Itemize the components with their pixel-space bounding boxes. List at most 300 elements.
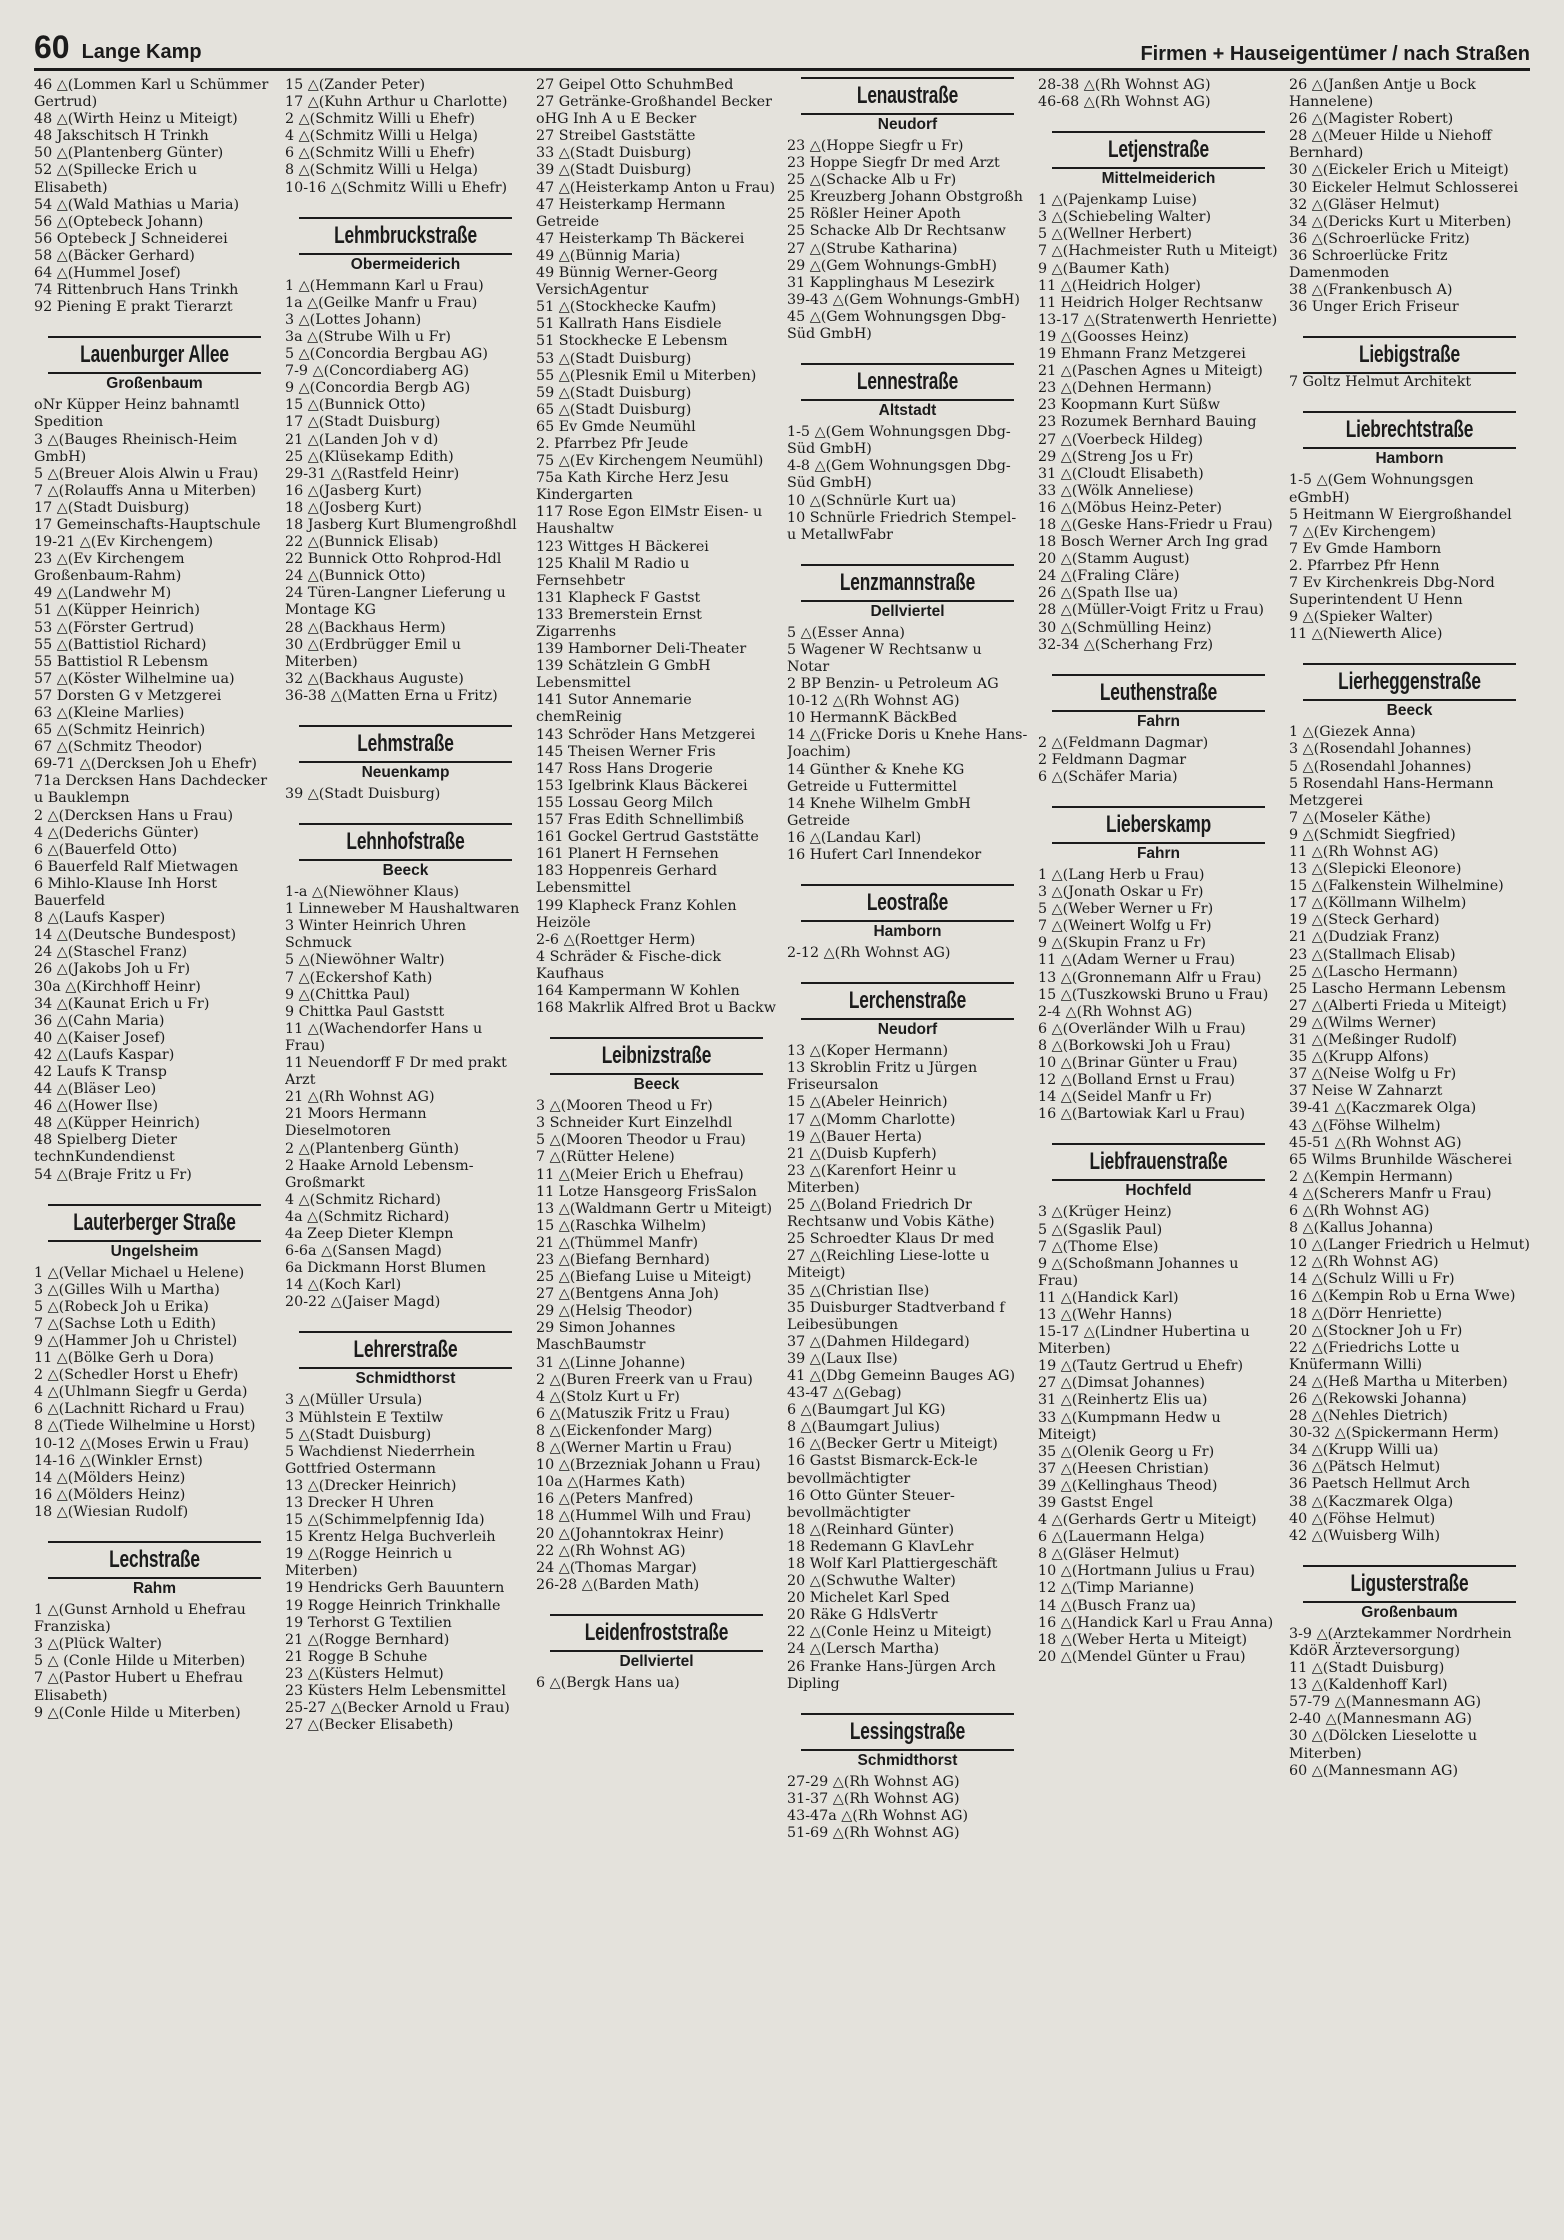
address-entry: 11 △(Niewerth Alice) [1289, 626, 1443, 643]
address-entry: 19 Hendricks Gerh Bauuntern [285, 1580, 505, 1597]
address-entry: 56 △(Optebeck Johann) [34, 213, 204, 230]
address-entry: 6 △(Lauermann Helga) [1038, 1529, 1205, 1546]
address-entry: 24 Türen-Langner Lieferung u Montage KG [285, 585, 506, 619]
address-entry: 24 △(Fraling Cläre) [1038, 568, 1180, 585]
address-entry: 13 △(Kaldenhoff Karl) [1289, 1677, 1448, 1694]
district-name: Ungelsheim [110, 1242, 199, 1260]
district-name: Hamborn [873, 923, 942, 941]
address-entry: 9 △(Skupin Franz u Fr) [1038, 935, 1207, 952]
address-entry: 39-41 △(Kaczmarek Olga) [1289, 1100, 1477, 1117]
address-entry: 3 △(Krüger Heinz) [1038, 1204, 1172, 1221]
address-entry: 17 △(Stadt Duisburg) [34, 499, 190, 516]
address-entry: 10a △(Harmes Kath) [536, 1474, 686, 1491]
address-entry: 26 △(Janßen Antje u Bock Hannelene) [1289, 77, 1476, 111]
address-entry: 2 △(Dercksen Hans u Frau) [34, 807, 234, 824]
address-entry: 7 Ev Gmde Hamborn [1289, 540, 1442, 557]
address-entry: 11 △(Heidrich Holger) [1038, 277, 1201, 294]
address-entry: 24 △(Heß Martha u Miterben) [1289, 1373, 1508, 1390]
address-entry: 47 △(Heisterkamp Anton u Frau) [536, 179, 776, 196]
street-block [285, 725, 526, 803]
address-entry: 6 △(Overländer Wilh u Frau) [1038, 1020, 1246, 1037]
street-block [1289, 411, 1530, 643]
address-entry: 30a △(Kirchhoff Heinr) [34, 978, 201, 995]
address-entry: 12 △(Bolland Ernst u Frau) [1038, 1072, 1235, 1089]
address-entry: 15 △(Schimmelpfennig Ida) [285, 1512, 485, 1529]
address-entry: 23 Koopmann Kurt Süßw [1038, 397, 1220, 414]
street-name: Lechstraße [109, 1546, 200, 1574]
address-entry: 4-8 △(Gem Wohnungsgen Dbg-Süd GmbH) [787, 458, 1011, 492]
street-name: Lierheggenstraße [1338, 668, 1481, 696]
address-entry: 19 △(Goosses Heinz) [1038, 328, 1189, 345]
address-entry: 26 △(Jakobs Joh u Fr) [34, 961, 191, 978]
address-entry: 11 Lotze Hansgeorg FrisSalon [536, 1183, 757, 1200]
address-entry: 12 △(Rh Wohnst AG) [1289, 1254, 1439, 1271]
address-entry: 32 △(Backhaus Auguste) [285, 670, 464, 687]
district-name: Fahrn [1136, 712, 1181, 730]
address-entry: 46-68 △(Rh Wohnst AG) [1038, 94, 1211, 111]
street-name: Lehmbruckstraße [334, 221, 477, 249]
header-left [34, 29, 202, 66]
address-entry: 21 △(Dudziak Franz) [1289, 929, 1440, 946]
address-entry: 29 Simon Johannes MaschBaumstr [536, 1320, 676, 1354]
street-name: Liebrechtstraße [1345, 416, 1474, 444]
address-entry: 161 Planert H Fernsehen [536, 846, 719, 863]
address-entry: 2-12 △(Rh Wohnst AG) [787, 945, 951, 962]
address-entry: 123 Wittges H Bäckerei [536, 538, 709, 555]
address-entry: 8 △(Borkowski Joh u Frau) [1038, 1037, 1231, 1054]
address-entry: 157 Fras Edith Schnellimbiß [536, 812, 744, 829]
address-entry: 2 BP Benzin- u Petroleum AG [787, 676, 999, 693]
address-entry: 7 △(Rütter Helene) [536, 1149, 675, 1166]
address-entry: 21 △(Rogge Bernhard) [285, 1631, 450, 1648]
address-entry: 34 △(Dericks Kurt u Miterben) [1289, 213, 1512, 230]
address-entry: 4 △(Stolz Kurt u Fr) [536, 1388, 680, 1405]
address-entry: 25 △(Lascho Hermann) [1289, 963, 1458, 980]
address-entry: 9 △(Spieker Walter) [1289, 609, 1433, 626]
address-entry: 18 △(Weber Herta u Miteigt) [1038, 1631, 1248, 1648]
address-entry: 15 △(Zander Peter) [285, 77, 426, 93]
address-entry: 15 Krentz Helga Buchverleih [285, 1529, 496, 1546]
address-entry: 23 △(Stallmach Elisab) [1289, 946, 1456, 963]
address-entry: 35 △(Krupp Alfons) [1289, 1049, 1429, 1066]
address-entry: 29 △(Wilms Werner) [1289, 1014, 1437, 1031]
street-block [787, 363, 1028, 544]
address-entry: 13 △(Slepicki Eleonore) [1289, 861, 1462, 878]
address-entry: 5 △(Sgaslik Paul) [1038, 1221, 1163, 1238]
address-entry: 29 △(Streng Jos u Fr) [1038, 448, 1194, 465]
address-entry: 40 △(Föhse Helmut) [1289, 1510, 1436, 1527]
address-entry: 17 △(Köllmann Wilhelm) [1289, 895, 1467, 912]
address-entry: 15 △(Falkenstein Wilhelmine) [1289, 878, 1504, 895]
address-entry: 19 Ehmann Franz Metzgerei [1038, 346, 1246, 363]
street-block [536, 77, 777, 1017]
address-entry: 1 △(Gunst Arnhold u Ehefrau Franziska) [34, 1602, 246, 1636]
address-entry: 17 △(Kuhn Arthur u Charlotte) [285, 94, 508, 111]
street-name: Lenaustraße [856, 82, 959, 109]
address-entry: 3 △(Mooren Theod u Fr) [536, 1098, 713, 1115]
address-entry: 11 △(Rh Wohnst AG) [1289, 844, 1439, 860]
address-entry: 8 △(Schmitz Willi u Helga) [285, 162, 478, 179]
street-name: Leibnizstraße [601, 1042, 712, 1070]
address-entry: 65 Wilms Brunhilde Wäscherei [1289, 1151, 1512, 1168]
address-entry: 131 Klapheck F Gastst [536, 589, 701, 606]
address-entry: 7 △(Weinert Wolfg u Fr) [1038, 918, 1212, 935]
address-entry: 52 △(Spillecke Erich u Elisabeth) [34, 162, 197, 196]
address-entry: 6-6a △(Sansen Magd) [285, 1243, 442, 1260]
address-entry: 54 △(Braje Fritz u Fr) [34, 1166, 192, 1183]
address-entry: 25 △(Boland Friedrich Dr Rechtsanw und Vobis Käthe) [787, 1197, 995, 1231]
address-entry: 11 △(Bölke Gerh u Dora) [34, 1350, 214, 1367]
address-entry: 2 Haake Arnold Lebensm-Großmarkt [285, 1157, 474, 1191]
address-entry: 9 △(Conle Hilde u Miterben) [34, 1704, 241, 1721]
address-entry: 92 Piening E prakt Tierarzt [34, 299, 233, 316]
district-name: Fahrn [1136, 845, 1181, 862]
address-entry: 9 △(Chittka Paul) [285, 986, 411, 1003]
address-entry: 2 △(Buren Freerk van u Frau) [536, 1371, 753, 1388]
address-entry: 8 △(Kallus Johanna) [1289, 1220, 1434, 1237]
address-entry: 71a Dercksen Hans Dachdecker u Bauklempn [34, 773, 268, 807]
address-entry: 3 △(Schiebeling Walter) [1038, 209, 1212, 226]
address-entry: 14-16 △(Winkler Ernst) [34, 1452, 203, 1469]
street-block [1038, 131, 1279, 654]
address-entry: 3 △(Lottes Johann) [285, 311, 422, 328]
address-entry: 35 △(Christian Ilse) [787, 1282, 930, 1299]
page-number: 60 [34, 29, 70, 65]
street-block [285, 1331, 526, 1734]
address-entry: 34 △(Kaunat Erich u Fr) [34, 995, 210, 1012]
district-name: Altstadt [878, 402, 937, 420]
address-entry: 4a △(Schmitz Richard) [285, 1208, 450, 1225]
address-entry: 21 Rogge B Schuhe [285, 1648, 428, 1665]
address-entry: 139 Hamborner Deli-Theater [536, 641, 747, 658]
column-1 [34, 77, 275, 2227]
address-entry: 16 △(Jasberg Kurt) [285, 482, 422, 499]
district-name: Beeck [1386, 702, 1433, 720]
address-entry: 164 Kampermann W Kohlen [536, 982, 740, 999]
page-header [34, 30, 1530, 71]
address-entry: 57-79 △(Mannesmann AG) [1289, 1694, 1482, 1711]
address-entry: 16 △(Peters Manfred) [536, 1491, 694, 1508]
address-entry: 39 Gastst Engel [1038, 1495, 1154, 1511]
address-entry: 25 Lascho Hermann Lebensm [1289, 980, 1506, 997]
address-entry: 16 △(Möbus Heinz-Peter) [1038, 499, 1222, 516]
address-entry: 22 △(Friedrichs Lotte u Knüfermann Willi) [1289, 1339, 1460, 1373]
address-entry: 14 △(Fricke Doris u Knehe Hans-Joachim) [787, 727, 1028, 761]
address-entry: 8 △(Baumgart Julius) [787, 1419, 941, 1436]
address-entry: 27 △(Becker Elisabeth) [285, 1717, 454, 1734]
address-entry: 1-5 △(Gem Wohnungsgen Dbg-Süd GmbH) [787, 424, 1011, 458]
address-entry: 23 △(Ev Kirchengem Großenbaum-Rahm) [34, 551, 185, 585]
street-block [1289, 336, 1530, 391]
column-3 [536, 77, 777, 2227]
address-entry: 48 △(Küpper Heinrich) [34, 1115, 200, 1132]
address-entry: 13 △(Wehr Hanns) [1038, 1306, 1173, 1323]
address-entry: 18 △(Reinhard Günter) [787, 1521, 955, 1538]
address-entry: 3 Winter Heinrich Uhren Schmuck [285, 918, 467, 952]
address-entry: 37 △(Heesen Christian) [1038, 1460, 1209, 1477]
address-entry: 7 △(Pastor Hubert u Ehefrau Elisabeth) [34, 1670, 243, 1704]
address-entry: 28 △(Meuer Hilde u Niehoff Bernhard) [1289, 128, 1492, 162]
running-title: Lange Kamp [81, 41, 202, 63]
address-entry: 15 △(Bunnick Otto) [285, 397, 426, 414]
address-entry: 2 △(Schedler Horst u Ehefr) [34, 1367, 239, 1384]
address-entry: 49 Bünnig Werner-Georg VersichAgentur [536, 265, 718, 299]
address-entry: 23 △(Biefang Bernhard) [536, 1252, 710, 1268]
address-entry: 37 △(Dahmen Hildegard) [787, 1333, 970, 1350]
address-entry: 2 △(Kempin Hermann) [1289, 1168, 1453, 1185]
address-entry: 26 △(Magister Robert) [1289, 111, 1454, 128]
address-entry: 42 Laufs K Transp [34, 1063, 167, 1080]
address-entry: 3 △(Plück Walter) [34, 1636, 162, 1653]
address-entry: 28 △(Backhaus Herm) [285, 619, 446, 636]
street-block [34, 1541, 275, 1722]
address-entry: 3-9 △(Arztekammer Nordrhein KdöR Ärzteversorgung) [1289, 1625, 1512, 1659]
address-entry: 42 △(Wuisberg Wilh) [1289, 1527, 1441, 1544]
address-entry: 50 △(Plantenberg Günter) [34, 145, 224, 162]
address-entry: 4 △(Gerhards Gertr u Miteigt) [1038, 1512, 1257, 1529]
address-entry: 15 △(Tuszkowski Bruno u Frau) [1038, 986, 1269, 1003]
address-entry: 47 Heisterkamp Th Bäckerei [536, 230, 745, 247]
address-entry: 65 △(Stadt Duisburg) [536, 401, 692, 418]
address-entry: 5 △(Robeck Joh u Erika) [34, 1298, 209, 1315]
address-entry: 57 Dorsten G v Metzgerei [34, 687, 222, 704]
address-entry: 23 △(Dehnen Hermann) [1038, 380, 1212, 397]
address-entry: 23 △(Hoppe Siegfr u Fr) [787, 138, 964, 154]
address-entry: 8 △(Gläser Helmut) [1038, 1546, 1180, 1563]
address-entry: 11 Neuendorff F Dr med prakt Arzt [285, 1055, 507, 1089]
address-entry: 18 Jasberg Kurt Blumengroßhdl [285, 516, 517, 533]
address-entry: 19 Terhorst G Textilien [285, 1614, 452, 1631]
address-entry: 18 △(Dörr Henriette) [1289, 1305, 1443, 1322]
address-entry: 5 △ (Conle Hilde u Miterben) [34, 1653, 246, 1670]
address-entry: 31 △(Linne Johanne) [536, 1354, 686, 1371]
address-entry: 2. Pfarrbez Pfr Henn [1289, 557, 1440, 574]
address-entry: 1 Linneweber M Haushaltwaren [285, 901, 520, 918]
address-entry: 54 △(Wald Mathias u Maria) [34, 196, 240, 213]
address-entry: 2 Feldmann Dagmar [1038, 751, 1187, 768]
column-4 [787, 77, 1028, 2227]
address-entry: 24 △(Thomas Margar) [536, 1559, 697, 1576]
address-entry: 51 Kallrath Hans Eisdiele [536, 316, 722, 333]
address-entry: 5 △(Niewöhner Waltr) [285, 952, 445, 969]
street-block [34, 1204, 275, 1521]
address-entry: 7 Ev Kirchenkreis Dbg-Nord Superintendent U Henn [1289, 574, 1495, 609]
address-entry: 8 △(Tiede Wilhelmine u Horst) [34, 1418, 256, 1435]
address-entry: 63 △(Kleine Marlies) [34, 705, 185, 721]
street-block [1038, 806, 1279, 1123]
column-5 [1038, 77, 1279, 2227]
address-entry: 36 Unger Erich Friseur [1289, 299, 1459, 316]
address-entry: 30 △(Eickeler Erich u Miteigt) [1289, 162, 1509, 179]
address-entry: 11 △(Meier Erich u Ehefrau) [536, 1166, 744, 1183]
address-entry: 34 △(Krupp Willi ua) [1289, 1442, 1439, 1459]
column-6 [1289, 77, 1530, 2227]
address-entry: 33 △(Kumpmann Hedw u Miteigt) [1038, 1409, 1221, 1443]
address-entry: 25 △(Biefang Luise u Miteigt) [536, 1269, 752, 1286]
street-name: Lenzmannstraße [839, 568, 976, 596]
address-entry: 24 △(Bunnick Otto) [285, 568, 426, 585]
address-entry: 25 Kreuzberg Johann Obstgroßh [787, 189, 1023, 206]
address-entry: 23 △(Küsters Helmut) [285, 1665, 444, 1682]
address-entry: 56 Optebeck J Schneiderei [34, 230, 228, 247]
address-entry: 6 △(Matuszik Fritz u Frau) [536, 1405, 730, 1422]
address-entry: 20 △(Johanntokrax Heinr) [536, 1525, 724, 1542]
address-entry: 11 △(Stadt Duisburg) [1289, 1660, 1445, 1677]
address-entry: 13 △(Koper Hermann) [787, 1043, 949, 1060]
address-entry: 17 Gemeinschafts-Hauptschule [34, 516, 261, 533]
district-name: Neudorf [877, 1021, 938, 1039]
address-entry: 4a Zeep Dieter Klempn [285, 1225, 454, 1242]
address-entry: 20 Räke G HdlsVertr [787, 1607, 938, 1624]
district-name: Dellviertel [619, 1652, 694, 1670]
street-name: Lessingstraße [849, 1717, 966, 1745]
address-entry: 43 △(Föhse Wilhelm) [1289, 1117, 1441, 1134]
street-name: Leidenfroststraße [584, 1618, 729, 1646]
address-entry: 74 Rittenbruch Hans Trinkh [34, 282, 239, 299]
address-entry: 42 △(Laufs Kaspar) [34, 1046, 175, 1063]
address-entry: 27 △(Bentgens Anna Joh) [536, 1286, 719, 1303]
street-name: Leostraße [866, 889, 949, 917]
address-entry: 5 △(Esser Anna) [787, 624, 906, 641]
address-entry: 31 △(Reinhertz Elis ua) [1038, 1392, 1208, 1409]
address-entry: 33 △(Stadt Duisburg) [536, 145, 692, 162]
address-entry: 4 △(Schmitz Richard) [285, 1191, 441, 1208]
address-entry: 36-38 △(Matten Erna u Fritz) [285, 687, 498, 704]
street-name: Liebigstraße [1358, 341, 1461, 369]
address-entry: 27 △(Voerbeck Hildeg) [1038, 431, 1204, 448]
address-entry: 39 △(Kellinghaus Theod) [1038, 1477, 1218, 1494]
address-entry: 27-29 △(Rh Wohnst AG) [787, 1773, 960, 1790]
address-entry: 15-17 △(Lindner Hubertina u Miterben) [1038, 1324, 1250, 1358]
address-entry: 16 △(Handick Karl u Frau Anna) [1038, 1614, 1274, 1631]
address-entry: 31-37 △(Rh Wohnst AG) [787, 1790, 960, 1807]
address-entry: 7 Goltz Helmut Architekt [1289, 374, 1472, 391]
address-entry: 6 △(Schäfer Maria) [1038, 768, 1178, 785]
address-entry: 21 Moors Hermann Dieselmotoren [285, 1106, 427, 1140]
address-entry: 37 △(Neise Wolfg u Fr) [1289, 1066, 1457, 1083]
address-entry: 20 △(Stamm August) [1038, 551, 1190, 568]
address-entry: 40 △(Kaiser Josef) [34, 1029, 166, 1046]
address-entry: 6 Mihlo-Klause Inh Horst Bauerfeld [34, 875, 217, 910]
district-name: Rahm [132, 1580, 177, 1598]
address-entry: 43-47a △(Rh Wohnst AG) [787, 1807, 969, 1824]
address-entry: 51 △(Küpper Heinrich) [34, 602, 200, 619]
address-entry: 10-16 △(Schmitz Willi u Ehefr) [285, 179, 508, 196]
address-entry: 4 △(Scherers Manfr u Frau) [1289, 1185, 1492, 1202]
address-entry: 5 Heitmann W Eiergroßhandel [1289, 506, 1512, 523]
address-entry: 35 △(Olenik Georg u Fr) [1038, 1443, 1215, 1460]
address-entry: 21 △(Thümmel Manfr) [536, 1234, 699, 1251]
street-name: Lennestraße [856, 368, 959, 396]
address-entry: 2 △(Schmitz Willi u Ehefr) [285, 111, 476, 128]
address-entry: 36 Schroerlücke Fritz Damenmoden [1289, 247, 1448, 282]
address-entry: 9 △(Hammer Joh u Christel) [34, 1333, 238, 1349]
address-entry: 153 Igelbrink Klaus Bäckerei [536, 777, 748, 794]
address-entry: 23 △(Karenfort Heinr u Miterben) [787, 1162, 957, 1196]
address-entry: 20 △(Schwuthe Walter) [787, 1573, 956, 1590]
address-entry: 25 △(Schacke Alb u Fr) [787, 172, 957, 189]
district-name: Großenbaum [106, 375, 203, 393]
address-entry: 19 Rogge Heinrich Trinkhalle [285, 1597, 501, 1614]
street-block [787, 564, 1028, 864]
column-2 [285, 77, 526, 2227]
address-entry: 19 △(Rogge Heinrich u Miterben) [285, 1546, 453, 1580]
address-entry: 14 △(Deutsche Bundespost) [34, 927, 237, 944]
address-entry: 33 △(Wölk Anneliese) [1038, 482, 1194, 499]
address-entry: 13 △(Waldmann Gertr u Miteigt) [536, 1200, 773, 1217]
address-entry: 3 △(Müller Ursula) [285, 1392, 423, 1409]
address-entry: 19 △(Tautz Gertrud u Ehefr) [1038, 1358, 1244, 1375]
address-entry: 4 Schräder & Fische-dick Kaufhaus [536, 948, 722, 982]
address-entry: 18 △(Geske Hans-Friedr u Frau) [1038, 516, 1273, 533]
address-entry: 30 △(Erdbrügger Emil u Miterben) [285, 636, 461, 670]
address-entry: 9 △(Schmidt Siegfried) [1289, 826, 1456, 843]
address-entry: 22 △(Conle Heinz u Miteigt) [787, 1624, 992, 1641]
district-name: Schmidthorst [857, 1751, 958, 1769]
street-block [787, 982, 1028, 1693]
district-name: Neudorf [877, 116, 938, 133]
street-name: Lehnhofstraße [346, 828, 465, 856]
address-entry: 64 △(Hummel Josef) [34, 265, 181, 282]
address-entry: 11 △(Wachendorfer Hans u Frau) [285, 1020, 483, 1054]
address-entry: 30-32 △(Spickermann Herm) [1289, 1425, 1499, 1442]
address-entry: 2-40 △(Mannesmann AG) [1289, 1711, 1472, 1728]
address-entry: 1-a △(Niewöhner Klaus) [285, 884, 460, 901]
address-entry: 145 Theisen Werner Fris [536, 743, 716, 760]
address-entry: 18 △(Josberg Kurt) [285, 499, 422, 516]
street-block [787, 884, 1028, 962]
address-entry: 13 Drecker H Uhren [285, 1495, 434, 1511]
address-entry: 2-6 △(Roettger Herm) [536, 931, 696, 948]
address-entry: 67 △(Schmitz Theodor) [34, 739, 203, 756]
address-entry: 36 △(Cahn Maria) [34, 1012, 165, 1029]
address-entry: 15 △(Abeler Heinrich) [787, 1094, 948, 1111]
district-name: Neuenkamp [361, 764, 450, 781]
address-entry: 4 △(Schmitz Willi u Helga) [285, 128, 478, 145]
address-entry: 5 △(Wellner Herbert) [1038, 226, 1192, 243]
address-entry: 14 △(Schulz Willi u Fr) [1289, 1271, 1455, 1288]
street-name: Liebfrauenstraße [1089, 1148, 1228, 1176]
address-entry: 75 △(Ev Kirchengem Neumühl) [536, 453, 764, 470]
address-entry: 36 Paetsch Hellmut Arch [1289, 1476, 1471, 1493]
address-entry: 7-9 △(Concordiaberg AG) [285, 363, 470, 380]
address-entry: 26 △(Rekowski Johanna) [1289, 1391, 1467, 1407]
street-name: Lauterberger Straße [73, 1208, 236, 1236]
address-entry: 3 △(Bauges Rheinisch-Heim GmbH) [34, 431, 238, 465]
address-entry: 39 △(Stadt Duisburg) [536, 162, 692, 179]
address-entry: 10 △(Brinar Günter u Frau) [1038, 1055, 1238, 1072]
address-entry: 31 Kapplinghaus M Lesezirk [787, 274, 995, 291]
address-entry: 20 △(Mendel Günter u Frau) [1038, 1648, 1246, 1665]
district-name: Hamborn [1375, 450, 1444, 468]
address-entry: 155 Lossau Georg Milch [536, 794, 713, 811]
columns [34, 77, 1530, 2227]
address-entry: 6 △(Bergk Hans ua) [536, 1674, 680, 1691]
street-block [1289, 1565, 1530, 1780]
address-entry: 21 △(Paschen Agnes u Miteigt) [1038, 363, 1263, 380]
address-entry: 10-12 △(Rh Wohnst AG) [787, 693, 960, 710]
address-entry: 29 △(Gem Wohnungs-GmbH) [787, 257, 997, 274]
address-entry: 18 Bosch Werner Arch Ing grad [1038, 534, 1268, 551]
address-entry: 46 △(Lommen Karl u Schümmer Gertrud) [34, 77, 269, 111]
address-entry: 38 △(Frankenbusch A) [1289, 282, 1453, 299]
address-entry: 27 △(Alberti Frieda u Miteigt) [1289, 997, 1507, 1014]
street-name: Leuthenstraße [1099, 678, 1218, 706]
address-entry: 17 △(Stadt Duisburg) [285, 414, 441, 431]
address-entry: 13 △(Drecker Heinrich) [285, 1477, 457, 1494]
address-entry: 1 △(Pajenkamp Luise) [1038, 192, 1197, 209]
address-entry: 4 △(Dederichs Günter) [34, 824, 199, 841]
